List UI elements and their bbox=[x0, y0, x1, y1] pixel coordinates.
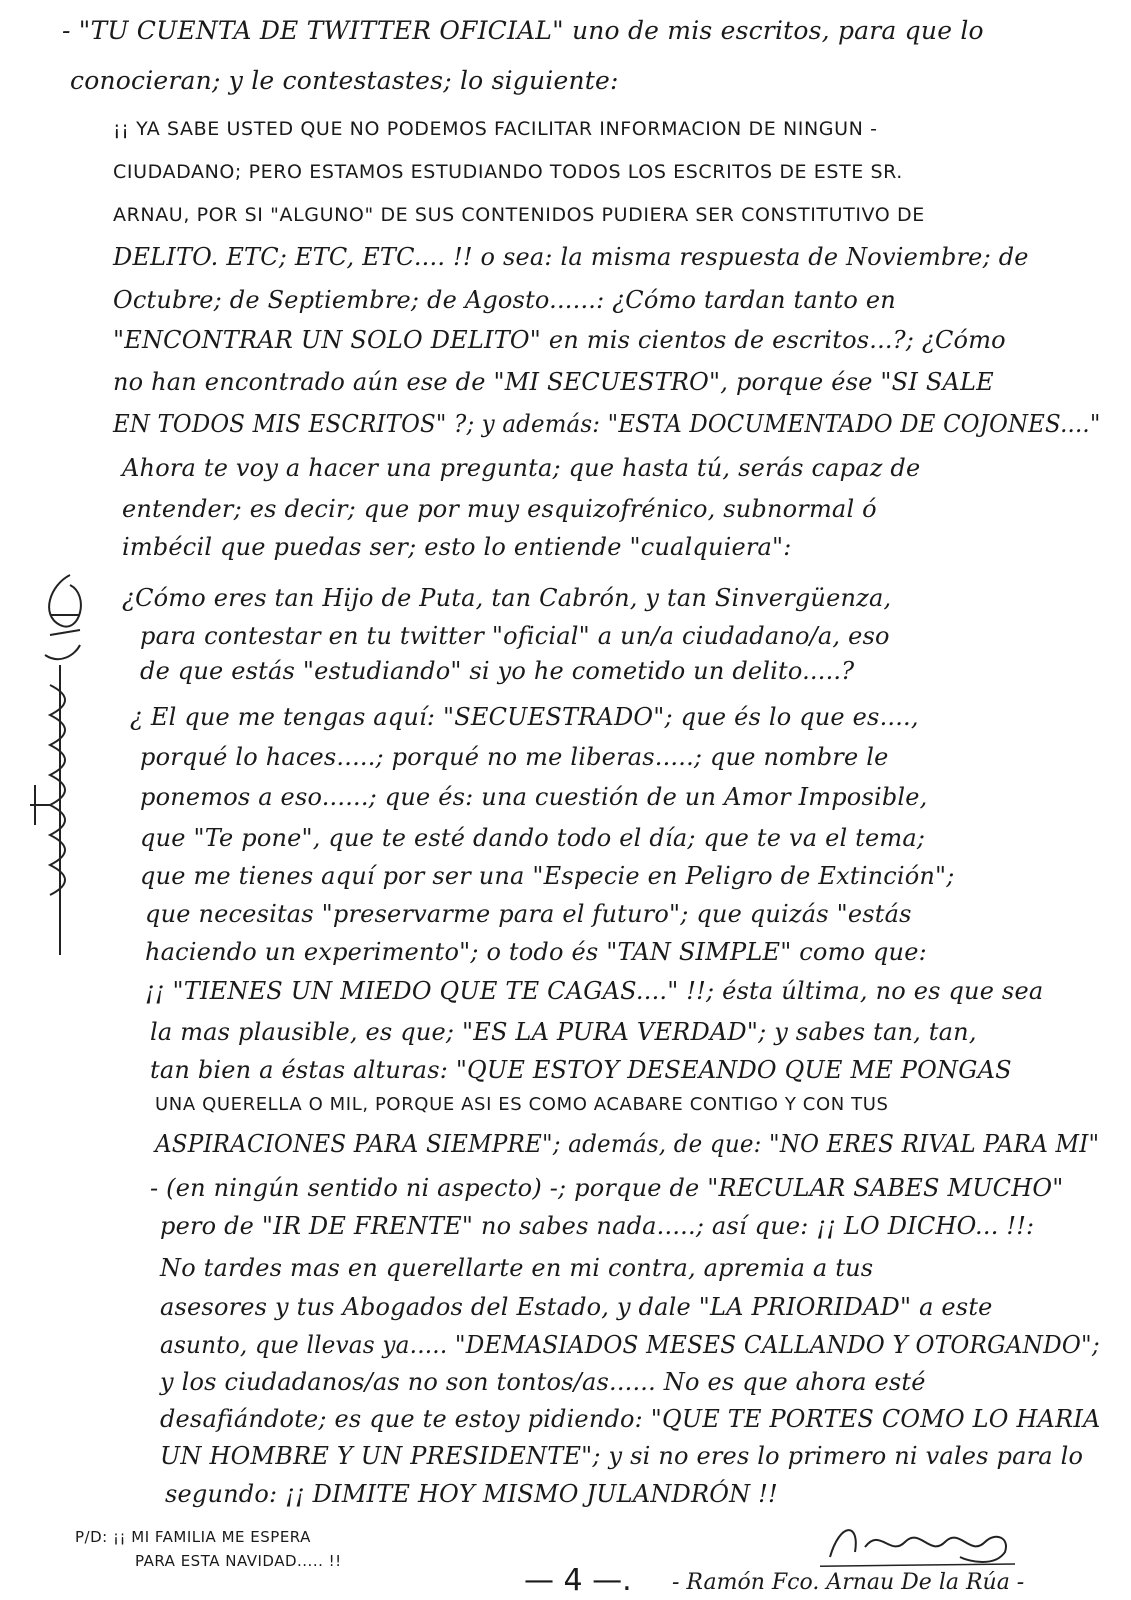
letter-line: ponemos a eso......; que és: una cuestión de un Amor Imposible, bbox=[140, 783, 928, 811]
author-name: - Ramón Fco. Arnau De la Rúa - bbox=[672, 1570, 1025, 1595]
letter-line: ¿Cómo eres tan Hijo de Puta, tan Cabrón, y tan Sinvergüenza, bbox=[122, 584, 892, 612]
letter-line: entender; es decir; que por muy esquizofrénico, subnormal ó bbox=[122, 495, 877, 523]
letter-line: de que estás "estudiando" si yo he cometido un delito.....? bbox=[140, 657, 855, 685]
letter-line: que necesitas "preservarme para el futuro"; que quizás "estás bbox=[145, 900, 912, 928]
letter-line: CIUDADANO; PERO ESTAMOS ESTUDIANDO TODOS LOS ESCRITOS DE ESTE SR. bbox=[113, 161, 903, 183]
letter-line: asunto, que llevas ya..... "DEMASIADOS MESES CALLANDO Y OTORGANDO"; bbox=[160, 1331, 1100, 1359]
letter-line: ¿ El que me tengas aquí: "SECUESTRADO"; que és lo que es...., bbox=[130, 703, 919, 731]
letter-line: ARNAU, POR SI "ALGUNO" DE SUS CONTENIDOS PUDIERA SER CONSTITUTIVO DE bbox=[113, 204, 925, 226]
letter-line: - "TU CUENTA DE TWITTER OFICIAL" uno de mis escritos, para que lo bbox=[62, 16, 984, 45]
letter-line: asesores y tus Abogados del Estado, y dale "LA PRIORIDAD" a este bbox=[160, 1293, 993, 1321]
letter-line: segundo: ¡¡ DIMITE HOY MISMO JULANDRÓN !! bbox=[165, 1480, 778, 1508]
letter-line: que "Te pone", que te esté dando todo el día; que te va el tema; bbox=[140, 824, 926, 852]
letter-line: EN TODOS MIS ESCRITOS" ?; y además: "ESTA DOCUMENTADO DE COJONES...." bbox=[113, 410, 1101, 438]
letter-line: UNA QUERELLA O MIL, PORQUE ASI ES COMO ACABARE CONTIGO Y CON TUS bbox=[155, 1094, 889, 1115]
letter-line: Octubre; de Septiembre; de Agosto......: ¿Cómo tardan tanto en bbox=[113, 286, 896, 314]
postscript-line-1: P/D: ¡¡ MI FAMILIA ME ESPERA bbox=[75, 1528, 311, 1546]
letter-line: pero de "IR DE FRENTE" no sabes nada.....; así que: ¡¡ LO DICHO... !!: bbox=[160, 1212, 1035, 1240]
letter-line: ¡¡ YA SABE USTED QUE NO PODEMOS FACILITAR INFORMACION DE NINGUN - bbox=[113, 118, 878, 140]
margin-signature bbox=[20, 555, 100, 975]
letter-line: desafiándote; es que te estoy pidiendo: "QUE TE PORTES COMO LO HARIA bbox=[160, 1405, 1101, 1433]
letter-line: para contestar en tu twitter "oficial" a un/a ciudadano/a, eso bbox=[140, 622, 890, 650]
letter-line: ASPIRACIONES PARA SIEMPRE"; además, de que: "NO ERES RIVAL PARA MI" bbox=[155, 1130, 1100, 1158]
letter-line: imbécil que puedas ser; esto lo entiende "cualquiera": bbox=[122, 533, 792, 561]
letter-line: "ENCONTRAR UN SOLO DELITO" en mis cientos de escritos...?; ¿Cómo bbox=[113, 326, 1006, 354]
letter-line: tan bien a éstas alturas: "QUE ESTOY DESEANDO QUE ME PONGAS bbox=[150, 1056, 1012, 1084]
letter-line: porqué lo haces.....; porqué no me liberas.....; que nombre le bbox=[140, 743, 889, 771]
letter-line: no han encontrado aún ese de "MI SECUESTRO", porque ése "SI SALE bbox=[113, 368, 994, 396]
postscript-line-2: PARA ESTA NAVIDAD..... !! bbox=[135, 1552, 342, 1570]
letter-line: - (en ningún sentido ni aspecto) -; porque de "RECULAR SABES MUCHO" bbox=[150, 1174, 1064, 1202]
letter-line: DELITO. ETC; ETC, ETC.... !! o sea: la misma respuesta de Noviembre; de bbox=[113, 243, 1029, 271]
letter-line: haciendo un experimento"; o todo és "TAN SIMPLE" como que: bbox=[145, 938, 927, 966]
letter-line: que me tienes aquí por ser una "Especie en Peligro de Extinción"; bbox=[140, 862, 955, 890]
letter-line: conocieran; y le contestastes; lo siguiente: bbox=[70, 66, 619, 95]
page-number: — 4 —. bbox=[524, 1563, 632, 1598]
footer-signature bbox=[820, 1512, 1020, 1572]
letter-line: UN HOMBRE Y UN PRESIDENTE"; y si no eres lo primero ni vales para lo bbox=[160, 1442, 1084, 1470]
letter-line: la mas plausible, es que; "ES LA PURA VERDAD"; y sabes tan, tan, bbox=[150, 1018, 977, 1046]
letter-line: No tardes mas en querellarte en mi contra, apremia a tus bbox=[160, 1254, 874, 1282]
letter-line: y los ciudadanos/as no son tontos/as...... No es que ahora esté bbox=[160, 1368, 926, 1396]
letter-line: Ahora te voy a hacer una pregunta; que hasta tú, serás capaz de bbox=[122, 454, 921, 482]
letter-line: ¡¡ "TIENES UN MIEDO QUE TE CAGAS...." !!; ésta última, no es que sea bbox=[145, 977, 1044, 1005]
